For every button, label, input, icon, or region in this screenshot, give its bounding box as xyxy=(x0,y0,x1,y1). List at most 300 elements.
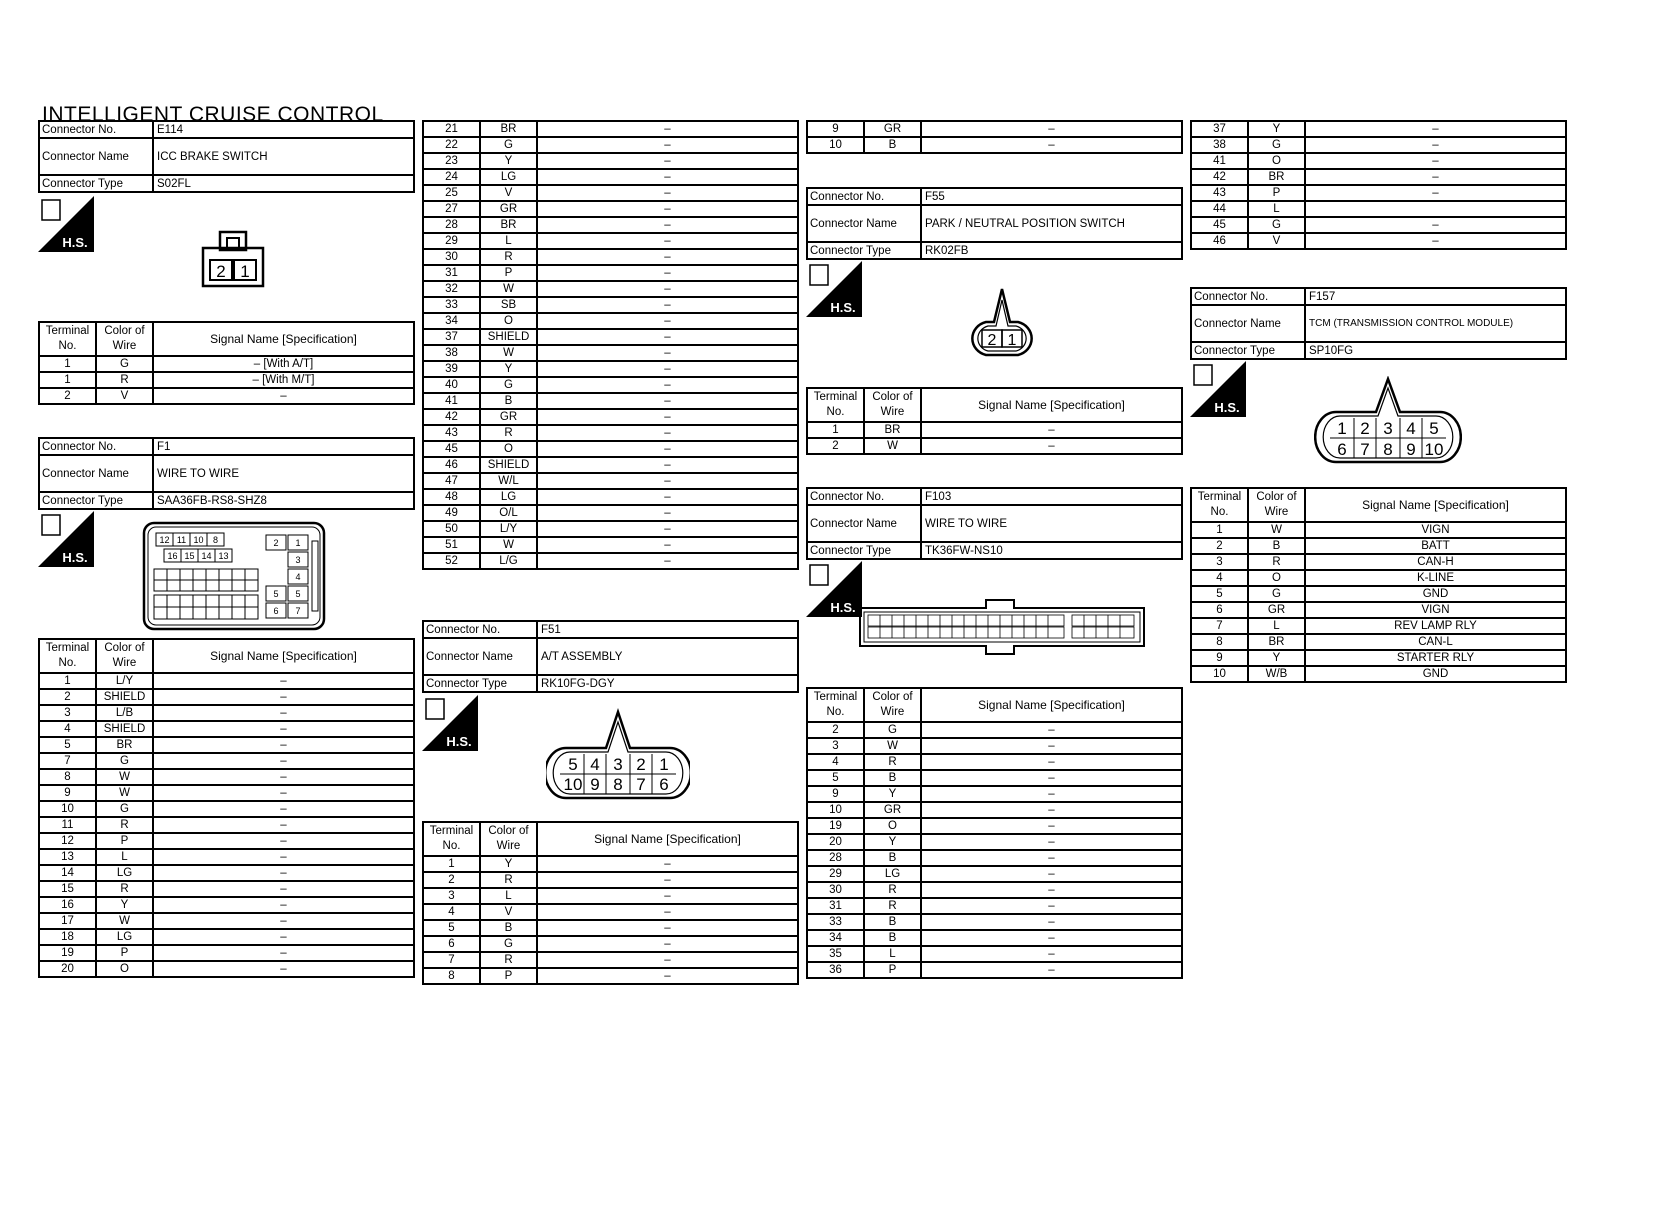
signal-name: – xyxy=(537,393,798,409)
table-row xyxy=(423,872,798,888)
table-row xyxy=(807,422,1182,438)
table-row xyxy=(39,817,414,833)
svg-text:3: 3 xyxy=(1383,419,1393,438)
table-row xyxy=(39,705,414,721)
table-row xyxy=(423,249,798,265)
wire-color: SHIELD xyxy=(96,689,153,705)
table-row xyxy=(39,881,414,897)
terminal-no: 46 xyxy=(423,457,480,473)
wire-color: W/L xyxy=(480,473,537,489)
f1-pin-table-part2 xyxy=(422,120,799,570)
terminal-no: 44 xyxy=(1191,201,1248,217)
wire-color: LG xyxy=(96,865,153,881)
terminal-no: 15 xyxy=(39,881,96,897)
signal-name: – xyxy=(537,265,798,281)
label-connector-no: Connector No. xyxy=(39,438,153,455)
wire-color: BR xyxy=(96,737,153,753)
label-connector-type: Connector Type xyxy=(807,242,921,259)
table-row xyxy=(423,521,798,537)
signal-name: – xyxy=(921,946,1182,962)
signal-name: – xyxy=(537,153,798,169)
table-row xyxy=(807,882,1182,898)
color-of-wire-header: Color of Wire xyxy=(96,639,153,673)
terminal-no: 20 xyxy=(807,834,864,850)
signal-name: – xyxy=(153,705,414,721)
table-row xyxy=(807,866,1182,882)
signal-name: CAN-H xyxy=(1305,554,1566,570)
wire-color: O xyxy=(480,441,537,457)
terminal-no: 28 xyxy=(423,217,480,233)
table-row xyxy=(423,553,798,569)
svg-text:7: 7 xyxy=(295,606,301,616)
terminal-no: 29 xyxy=(807,866,864,882)
terminal-no: 7 xyxy=(423,952,480,968)
signal-name: – xyxy=(1305,153,1566,169)
svg-text:8: 8 xyxy=(613,775,623,794)
terminal-no-header: Terminal No. xyxy=(807,688,864,722)
table-row xyxy=(1191,185,1566,201)
signal-name: – xyxy=(153,689,414,705)
f157-name: TCM (TRANSMISSION CONTROL MODULE) xyxy=(1305,305,1566,342)
signal-name-header: Signal Name [Specification] xyxy=(537,822,798,856)
terminal-no: 4 xyxy=(807,754,864,770)
terminal-no: 33 xyxy=(423,297,480,313)
color-of-wire-header: Color of Wire xyxy=(864,388,921,422)
table-row xyxy=(423,217,798,233)
hs-icon xyxy=(806,261,862,317)
table-row xyxy=(39,356,414,372)
terminal-no: 18 xyxy=(39,929,96,945)
signal-name: VIGN xyxy=(1305,522,1566,538)
terminal-no: 41 xyxy=(423,393,480,409)
signal-name: – xyxy=(537,249,798,265)
wire-color: L xyxy=(1248,618,1305,634)
terminal-no: 8 xyxy=(1191,634,1248,650)
terminal-no: 10 xyxy=(1191,666,1248,682)
signal-name: – xyxy=(537,936,798,952)
svg-text:4: 4 xyxy=(1406,419,1416,438)
table-row xyxy=(1191,217,1566,233)
terminal-no: 4 xyxy=(39,721,96,737)
wire-color: B xyxy=(864,914,921,930)
pin-table-header xyxy=(39,322,414,356)
wire-color: R xyxy=(96,372,153,388)
terminal-no: 5 xyxy=(1191,586,1248,602)
terminal-no: 7 xyxy=(39,753,96,769)
wire-color: R xyxy=(1248,554,1305,570)
table-row xyxy=(807,898,1182,914)
svg-text:6: 6 xyxy=(273,606,279,616)
signal-name: – xyxy=(537,281,798,297)
terminal-no: 34 xyxy=(807,930,864,946)
wire-color: LG xyxy=(864,866,921,882)
f55-no: F55 xyxy=(921,188,1182,205)
f55-name: PARK / NEUTRAL POSITION SWITCH xyxy=(921,205,1182,242)
f55-pin-table xyxy=(806,387,1183,455)
table-row xyxy=(807,121,1182,137)
f157-type: SP10FG xyxy=(1305,342,1566,359)
signal-name: – xyxy=(921,722,1182,738)
terminal-no: 12 xyxy=(39,833,96,849)
wire-color: GR xyxy=(480,201,537,217)
terminal-no: 8 xyxy=(423,968,480,984)
wire-color: R xyxy=(480,952,537,968)
wire-color: O xyxy=(1248,570,1305,586)
signal-name: – [With A/T] xyxy=(153,356,414,372)
table-row xyxy=(423,888,798,904)
wire-color: V xyxy=(480,185,537,201)
terminal-no: 7 xyxy=(1191,618,1248,634)
terminal-no: 46 xyxy=(1191,233,1248,249)
terminal-no: 31 xyxy=(423,265,480,281)
signal-name: – xyxy=(537,537,798,553)
svg-text:5: 5 xyxy=(1429,419,1439,438)
wire-color: G xyxy=(480,377,537,393)
wire-color: R xyxy=(480,249,537,265)
svg-text:8: 8 xyxy=(212,535,219,545)
wire-color: R xyxy=(480,872,537,888)
f51-pin-table-part2 xyxy=(806,120,1183,154)
table-row xyxy=(423,393,798,409)
hs-icon xyxy=(422,695,478,751)
color-of-wire-header: Color of Wire xyxy=(96,322,153,356)
wire-color: W xyxy=(480,281,537,297)
wire-color: R xyxy=(480,425,537,441)
signal-name: – xyxy=(537,217,798,233)
table-row xyxy=(39,785,414,801)
table-row xyxy=(807,914,1182,930)
signal-name: – xyxy=(153,865,414,881)
signal-name: – xyxy=(153,961,414,977)
label-connector-no: Connector No. xyxy=(39,121,153,138)
f1-pin-table-part1 xyxy=(38,638,415,978)
wire-color: R xyxy=(864,882,921,898)
table-row xyxy=(807,946,1182,962)
signal-name: – xyxy=(537,329,798,345)
signal-name: – xyxy=(153,945,414,961)
signal-name xyxy=(1305,201,1566,217)
signal-name: – xyxy=(537,888,798,904)
svg-text:11: 11 xyxy=(176,535,187,545)
signal-name: – xyxy=(1305,185,1566,201)
wire-color: R xyxy=(864,898,921,914)
table-row xyxy=(1191,634,1566,650)
f51-type: RK10FG-DGY xyxy=(537,675,798,692)
table-row xyxy=(1191,538,1566,554)
wire-color: R xyxy=(96,881,153,897)
label-connector-no: Connector No. xyxy=(1191,288,1305,305)
wire-color: W xyxy=(864,738,921,754)
signal-name: – xyxy=(1305,169,1566,185)
f157-info xyxy=(1190,287,1567,360)
svg-text:6: 6 xyxy=(1337,440,1347,459)
table-row xyxy=(1191,650,1566,666)
e114-name: ICC BRAKE SWITCH xyxy=(153,138,414,175)
terminal-no: 29 xyxy=(423,233,480,249)
terminal-no: 48 xyxy=(423,489,480,505)
pin-table-header xyxy=(39,639,414,673)
wire-color: G xyxy=(96,753,153,769)
signal-name: – xyxy=(537,297,798,313)
wire-color: BR xyxy=(480,217,537,233)
signal-name: – xyxy=(921,137,1182,153)
table-row xyxy=(423,856,798,872)
wire-color: L xyxy=(480,888,537,904)
svg-text:1: 1 xyxy=(1007,332,1017,349)
wire-color: GR xyxy=(864,802,921,818)
table-row xyxy=(1191,169,1566,185)
label-connector-no: Connector No. xyxy=(807,488,921,505)
terminal-no: 42 xyxy=(423,409,480,425)
svg-text:15: 15 xyxy=(184,551,195,561)
signal-name: – xyxy=(921,754,1182,770)
signal-name: – xyxy=(153,673,414,689)
label-connector-name: Connector Name xyxy=(39,138,153,175)
signal-name: – xyxy=(537,856,798,872)
wire-color: L xyxy=(864,946,921,962)
f103-pin-table-part1 xyxy=(806,687,1183,979)
table-row xyxy=(423,281,798,297)
terminal-no: 2 xyxy=(807,722,864,738)
e114-pin-table xyxy=(38,321,415,405)
table-row xyxy=(807,786,1182,802)
svg-text:5: 5 xyxy=(273,589,279,599)
terminal-no: 43 xyxy=(1191,185,1248,201)
terminal-no: 6 xyxy=(1191,602,1248,618)
terminal-no-header: Terminal No. xyxy=(423,822,480,856)
table-row xyxy=(423,345,798,361)
wire-color: LG xyxy=(96,929,153,945)
wire-color: LG xyxy=(480,169,537,185)
table-row xyxy=(39,865,414,881)
signal-name: – xyxy=(537,185,798,201)
table-row xyxy=(1191,137,1566,153)
table-row xyxy=(423,952,798,968)
table-row xyxy=(39,721,414,737)
terminal-no: 1 xyxy=(39,372,96,388)
wire-color: O xyxy=(864,818,921,834)
color-of-wire-header: Color of Wire xyxy=(1248,488,1305,522)
table-row xyxy=(1191,570,1566,586)
svg-text:H.S.: H.S. xyxy=(62,550,88,565)
signal-name: – xyxy=(537,345,798,361)
f157-connector-diagram xyxy=(1314,376,1462,466)
table-row xyxy=(423,137,798,153)
signal-name: – xyxy=(921,866,1182,882)
signal-name: – xyxy=(1305,233,1566,249)
wire-color: V xyxy=(480,904,537,920)
table-row xyxy=(423,361,798,377)
f51-no: F51 xyxy=(537,621,798,638)
f55-info xyxy=(806,187,1183,260)
terminal-no: 14 xyxy=(39,865,96,881)
signal-name: – xyxy=(1305,217,1566,233)
svg-text:13: 13 xyxy=(218,551,229,561)
wire-color: GR xyxy=(1248,602,1305,618)
wire-color: W xyxy=(480,345,537,361)
terminal-no-header: Terminal No. xyxy=(807,388,864,422)
svg-text:H.S.: H.S. xyxy=(1214,400,1240,415)
pin-table-header xyxy=(1191,488,1566,522)
terminal-no: 13 xyxy=(39,849,96,865)
wire-color: P xyxy=(480,265,537,281)
terminal-no: 37 xyxy=(1191,121,1248,137)
e114-type: S02FL xyxy=(153,175,414,192)
signal-name: K-LINE xyxy=(1305,570,1566,586)
wire-color: BR xyxy=(864,422,921,438)
table-row xyxy=(807,438,1182,454)
signal-name: – xyxy=(153,817,414,833)
wire-color: W/B xyxy=(1248,666,1305,682)
terminal-no: 19 xyxy=(39,945,96,961)
wire-color: O/L xyxy=(480,505,537,521)
table-row xyxy=(39,913,414,929)
terminal-no: 2 xyxy=(39,388,96,404)
table-row xyxy=(1191,153,1566,169)
wire-color: B xyxy=(864,137,921,153)
e114-info xyxy=(38,120,415,193)
terminal-no: 10 xyxy=(39,801,96,817)
terminal-no: 49 xyxy=(423,505,480,521)
table-row xyxy=(39,388,414,404)
table-row xyxy=(423,409,798,425)
label-connector-no: Connector No. xyxy=(807,188,921,205)
table-row xyxy=(39,929,414,945)
signal-name: – xyxy=(153,721,414,737)
terminal-no: 9 xyxy=(807,786,864,802)
signal-name: – xyxy=(537,361,798,377)
wire-color: SB xyxy=(480,297,537,313)
signal-name: GND xyxy=(1305,586,1566,602)
svg-text:5: 5 xyxy=(295,589,301,599)
table-row xyxy=(807,738,1182,754)
signal-name: – xyxy=(153,753,414,769)
terminal-no: 9 xyxy=(39,785,96,801)
wire-color: SHIELD xyxy=(480,329,537,345)
table-row xyxy=(1191,522,1566,538)
wire-color: G xyxy=(480,936,537,952)
table-row xyxy=(807,850,1182,866)
terminal-no: 24 xyxy=(423,169,480,185)
signal-name-header: Signal Name [Specification] xyxy=(921,688,1182,722)
svg-text:1: 1 xyxy=(295,538,301,548)
wire-color: P xyxy=(480,968,537,984)
f1-no: F1 xyxy=(153,438,414,455)
table-row xyxy=(807,930,1182,946)
f103-connector-diagram xyxy=(858,598,1146,656)
wire-color: P xyxy=(864,962,921,978)
wire-color: L/Y xyxy=(96,673,153,689)
svg-text:10: 10 xyxy=(563,775,583,794)
signal-name: – xyxy=(153,737,414,753)
wire-color: SHIELD xyxy=(480,457,537,473)
table-row xyxy=(807,754,1182,770)
terminal-no: 1 xyxy=(423,856,480,872)
wire-color: G xyxy=(96,356,153,372)
terminal-no: 9 xyxy=(1191,650,1248,666)
wire-color: Y xyxy=(1248,650,1305,666)
signal-name: – xyxy=(537,920,798,936)
wire-color: P xyxy=(96,833,153,849)
signal-name: – xyxy=(153,929,414,945)
table-row xyxy=(807,770,1182,786)
table-row xyxy=(423,233,798,249)
wire-color: B xyxy=(480,393,537,409)
signal-name: CAN-L xyxy=(1305,634,1566,650)
f157-pin-table xyxy=(1190,487,1567,683)
table-row xyxy=(1191,586,1566,602)
signal-name: BATT xyxy=(1305,538,1566,554)
table-row xyxy=(1191,201,1566,217)
terminal-no: 35 xyxy=(807,946,864,962)
wire-color: W xyxy=(96,913,153,929)
terminal-no: 2 xyxy=(807,438,864,454)
wire-color: SHIELD xyxy=(96,721,153,737)
terminal-no: 16 xyxy=(39,897,96,913)
signal-name: – xyxy=(921,438,1182,454)
terminal-no: 27 xyxy=(423,201,480,217)
wire-color: G xyxy=(96,801,153,817)
signal-name-header: Signal Name [Specification] xyxy=(153,639,414,673)
table-row xyxy=(423,936,798,952)
hs-icon xyxy=(38,196,94,252)
svg-text:9: 9 xyxy=(1406,440,1416,459)
f157-no: F157 xyxy=(1305,288,1566,305)
table-row xyxy=(423,329,798,345)
wire-color: W xyxy=(1248,522,1305,538)
table-row xyxy=(423,185,798,201)
svg-text:4: 4 xyxy=(295,572,301,582)
f1-info xyxy=(38,437,415,510)
hs-icon xyxy=(806,561,862,617)
terminal-no: 38 xyxy=(1191,137,1248,153)
table-row xyxy=(423,489,798,505)
f103-type: TK36FW-NS10 xyxy=(921,542,1182,559)
svg-text:8: 8 xyxy=(1383,440,1393,459)
f1-type: SAA36FB-RS8-SHZ8 xyxy=(153,492,414,509)
table-row xyxy=(39,849,414,865)
terminal-no: 6 xyxy=(423,936,480,952)
wire-color: G xyxy=(1248,586,1305,602)
wire-color: Y xyxy=(480,856,537,872)
wire-color: G xyxy=(1248,137,1305,153)
svg-text:14: 14 xyxy=(201,551,212,561)
signal-name: – xyxy=(921,898,1182,914)
terminal-no: 25 xyxy=(423,185,480,201)
signal-name: – xyxy=(153,769,414,785)
svg-text:1: 1 xyxy=(1337,419,1347,438)
wire-color: B xyxy=(864,850,921,866)
terminal-no: 33 xyxy=(807,914,864,930)
table-row xyxy=(807,818,1182,834)
signal-name: – xyxy=(537,409,798,425)
signal-name: VIGN xyxy=(1305,602,1566,618)
wire-color: L xyxy=(480,233,537,249)
f55-connector-diagram xyxy=(964,286,1040,358)
table-row xyxy=(807,834,1182,850)
signal-name-header: Signal Name [Specification] xyxy=(153,322,414,356)
signal-name: – xyxy=(921,818,1182,834)
signal-name: REV LAMP RLY xyxy=(1305,618,1566,634)
pin-label: 1 xyxy=(240,262,250,281)
wire-color: L/Y xyxy=(480,521,537,537)
table-row xyxy=(807,962,1182,978)
terminal-no: 42 xyxy=(1191,169,1248,185)
terminal-no: 9 xyxy=(807,121,864,137)
wire-color: Y xyxy=(480,153,537,169)
signal-name: – xyxy=(921,786,1182,802)
signal-name: – xyxy=(153,801,414,817)
